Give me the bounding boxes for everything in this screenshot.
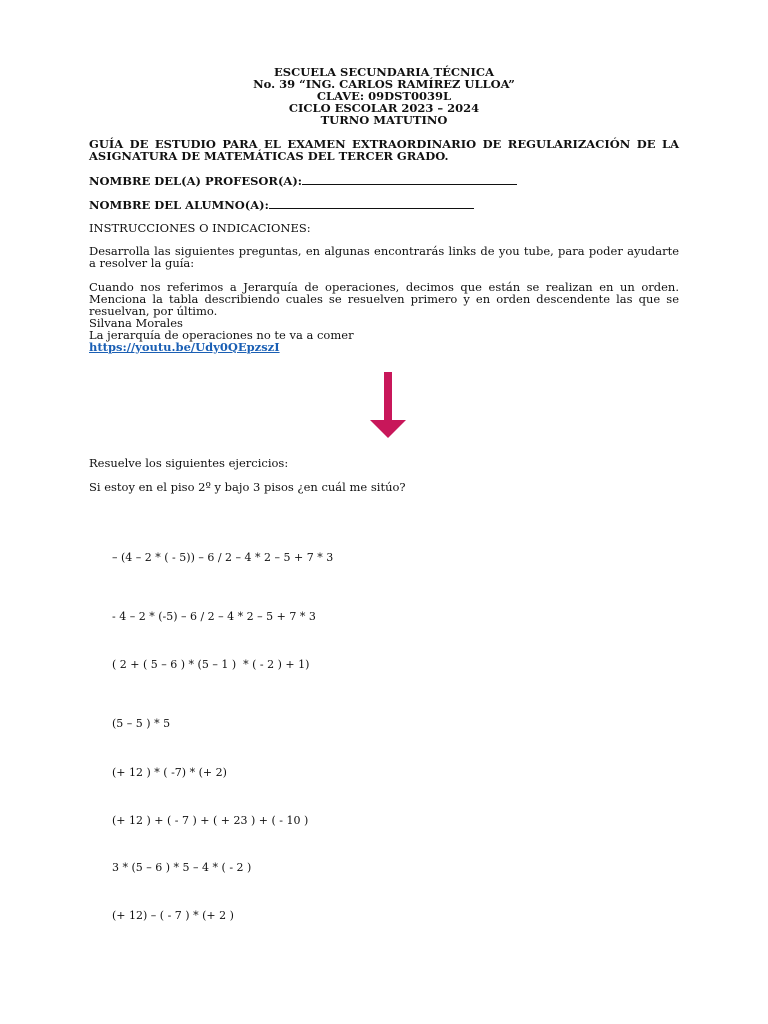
down-arrow-icon [370,372,406,438]
guide-title: GUÍA DE ESTUDIO PARA EL EXAMEN EXTRAORDINARIO DE REGULARIZACIÓN DE LA ASIGNATURA DE MATEMÁTICAS DEL TERCER GRADO. [89,137,679,163]
exercise-item: – (4 – 2 * ( - 5)) – 6 / 2 – 4 * 2 – 5 + 7 * 3 [112,551,334,564]
school-shift: TURNO MATUTINO [320,113,448,127]
video-reference [89,317,679,353]
exercise-item: (+ 12 ) * ( -7) * (+ 2) [112,766,227,779]
video-link[interactable]: https://youtu.be/Udy0QEpzszI [89,340,280,354]
exercises-intro: Resuelve los siguientes ejercicios: [89,456,289,470]
hierarchy-paragraph: Cuando nos referimos a Jerarquía de operaciones, decimos que están se realizan en un orden. Menciona la tabla describiendo cuales se resuelven primero y en orden descendente las que se resuelvan, por último. [89,280,679,318]
school-name: ESCUELA SECUNDARIA TÉCNICA [274,65,494,79]
exercise-item: (+ 12) – ( - 7 ) * (+ 2 ) [112,909,234,922]
school-cycle: CICLO ESCOLAR 2023 – 2024 [288,101,480,115]
exercise-item: (+ 12 ) + ( - 7 ) + ( + 23 ) + ( - 10 ) [112,814,309,827]
exercise-item: 3 * (5 – 6 ) * 5 – 4 * ( - 2 ) [112,861,252,874]
exercise-item: ( 2 + ( 5 – 6 ) * (5 – 1 ) * ( - 2 ) + 1) [112,658,310,671]
instructions-label: INSTRUCCIONES O INDICACIONES: [89,221,311,235]
teacher-name-label: NOMBRE DEL(A) PROFESOR(A): [89,174,303,188]
student-name-label: NOMBRE DEL ALUMNO(A): [89,198,269,212]
teacher-name-line[interactable] [302,174,517,185]
instructions-paragraph: Desarrolla las siguientes preguntas, en algunas encontrarás links de you tube, para poder ayudarte a resolver la guía: [89,244,679,270]
student-name-row [89,198,679,211]
video-author: Silvana Morales [89,316,183,330]
student-name-line[interactable] [269,198,474,209]
floor-question: Si estoy en el piso 2º y bajo 3 pisos ¿en cuál me sitúo? [89,480,406,494]
school-header [0,66,768,126]
school-number: No. 39 “ING. CARLOS RAMÍREZ ULLOA” [253,77,515,91]
school-clave: CLAVE: 09DST0039L [316,89,452,103]
teacher-name-row [89,174,679,187]
video-title: La jerarquía de operaciones no te va a comer [89,328,354,342]
exercise-item: - 4 – 2 * (-5) – 6 / 2 – 4 * 2 – 5 + 7 * 3 [112,610,316,623]
exercise-item: (5 – 5 ) * 5 [112,717,171,730]
